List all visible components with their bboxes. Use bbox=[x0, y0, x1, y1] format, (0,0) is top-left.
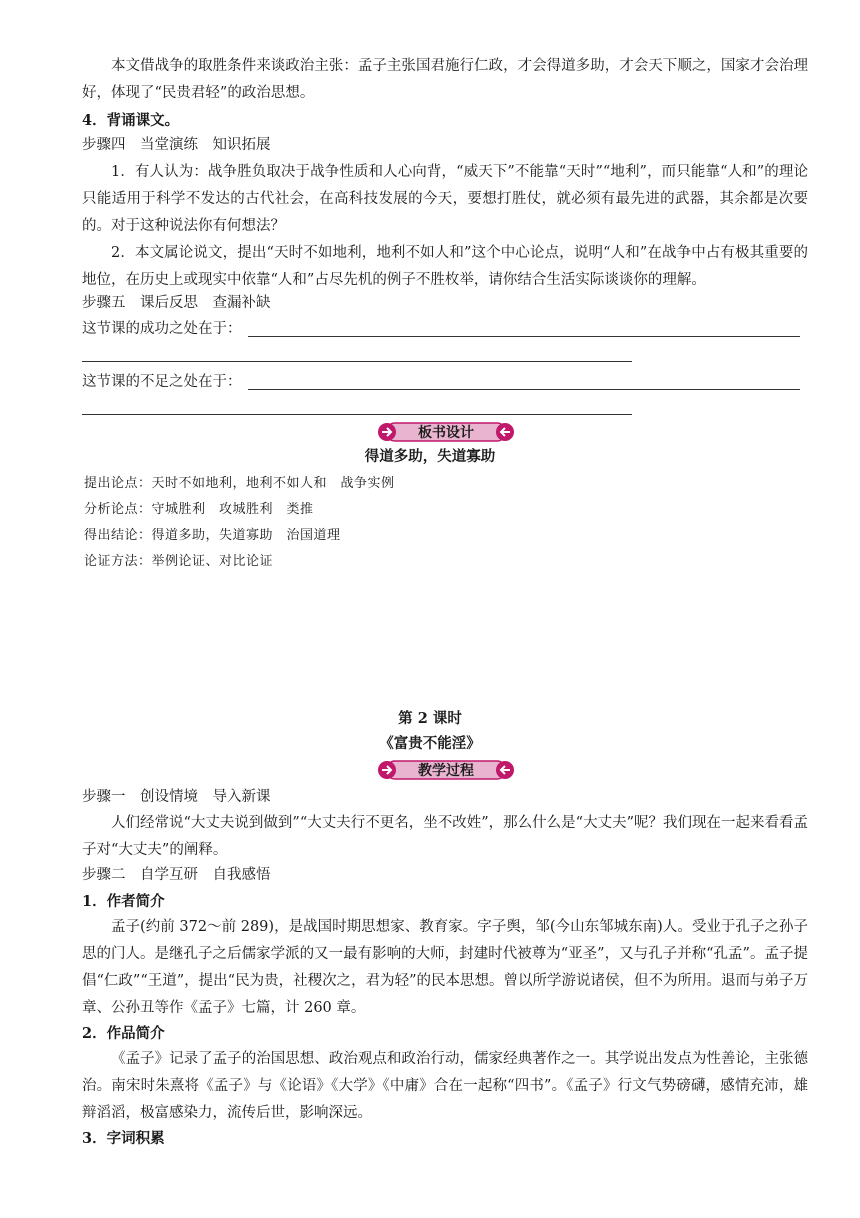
board-design-banner bbox=[376, 421, 516, 443]
board-line-2: 分析论点：守城胜利 攻城胜利 类推 bbox=[84, 502, 314, 517]
board-line-4: 论证方法：举例论证、对比论证 bbox=[84, 554, 274, 569]
step-five-heading: 步骤五 课后反思 查漏补缺 bbox=[82, 295, 271, 311]
step-four-heading: 步骤四 当堂演练 知识拓展 bbox=[82, 137, 271, 153]
board-line-3: 得出结论：得道多助，失道寡助 治国道理 bbox=[84, 528, 341, 543]
vocab-heading: 3．字词积累 bbox=[82, 1130, 165, 1147]
question-one: 1．有人认为：战争胜负取决于战争性质和人心向背，“威天下”不能靠“天时”“地利”，而只能靠“人和”的理论只能适用于科学不发达的古代社会，在高科技发展的今天，要想打胜仗，就必须有最先进的武器，其余都是次要的。对于这种说法你有何想法？ bbox=[82, 164, 808, 234]
question-two: 2．本文属论说文，提出“天时不如地利，地利不如人和”这个中心论点，说明“人和”在战争中占有极其重要的地位，在历史上或现实中依靠“人和”占尽先机的例子不胜枚举，请你结合生活实际谈谈你的理解。 bbox=[82, 245, 808, 288]
board-line-1: 提出论点：天时不如地利，地利不如人和 战争实例 bbox=[84, 476, 395, 491]
summary-paragraph: 本文借战争的取胜条件来谈政治主张：孟子主张国君施行仁政，才会得道多助，才会天下顺之，国家才会治理好，体现了“民贵君轻”的政治思想。 bbox=[82, 58, 808, 101]
work-heading: 2．作品简介 bbox=[82, 1025, 165, 1042]
shortfall-label: 这节课的不足之处在于： bbox=[82, 374, 242, 390]
item-recite: 4．背诵课文。 bbox=[82, 112, 180, 129]
success-blank-line bbox=[248, 336, 800, 337]
author-text: 孟子(约前 372～前 289)，是战国时期思想家、教育家。字子舆，邹(今山东邹城东南)人。受业于孔子之孙子思的门人。是继孔子之后儒家学派的又一最有影响的大师，封建时代被尊为“亚圣”，又与孔子并称“孔孟”。孟子提倡“仁政”“王道”，提出“民为贵，社稷次之，君为轻”的民本思想。曾以所学游说诸侯，但不为所用。退而与弟子万章、公孙丑等作《孟子》七篇，计 260 章。 bbox=[82, 919, 808, 1016]
success-blank-line-2 bbox=[82, 361, 632, 362]
board-title: 得道多助，失道寡助 bbox=[364, 448, 496, 465]
lesson2-step-two: 步骤二 自学互研 自我感悟 bbox=[82, 867, 271, 883]
lesson-subtitle: 《富贵不能淫》 bbox=[379, 735, 481, 752]
lesson2-step-one: 步骤一 创设情境 导入新课 bbox=[82, 789, 271, 805]
author-heading: 1．作者简介 bbox=[82, 893, 165, 910]
shortfall-blank-line-2 bbox=[82, 414, 632, 415]
work-text: 《孟子》记录了孟子的治国思想、政治观点和政治行动，儒家经典著作之一。其学说出发点为性善论，主张德治。南宋时朱熹将《孟子》与《论语》《大学》《中庸》合在一起称“四书”。《孟子》行文气势磅礴，感情充沛，雄辩滔滔，极富感染力，流传后世，影响深远。 bbox=[82, 1051, 808, 1121]
teaching-banner-text: 教学过程 bbox=[418, 763, 474, 779]
success-label: 这节课的成功之处在于： bbox=[82, 321, 242, 337]
teaching-process-banner bbox=[376, 759, 516, 781]
lesson2-intro: 人们经常说“大丈夫说到做到”“大丈夫行不更名，坐不改姓”，那么什么是“大丈夫”呢？我们现在一起来看看孟子对“大丈夫”的阐释。 bbox=[82, 815, 808, 858]
shortfall-blank-line bbox=[248, 389, 800, 390]
lesson-heading: 第 2 课时 bbox=[398, 710, 462, 727]
board-banner-text: 板书设计 bbox=[418, 425, 474, 441]
